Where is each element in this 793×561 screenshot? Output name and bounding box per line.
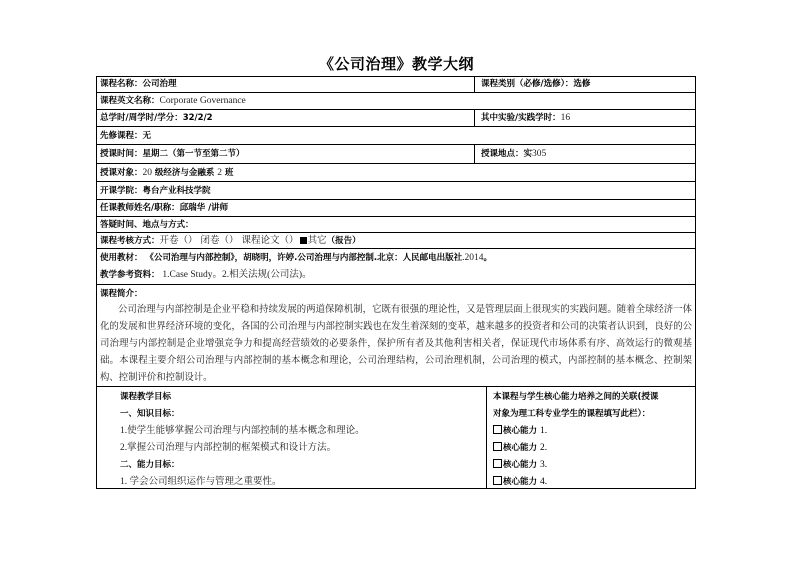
knowledge-goal-item: 1.使学生能够掌握公司治理与内部控制的基本概念和理论。 [120,426,365,436]
ability-goals-header: 二、能力目标： [120,460,180,470]
assessment-option-paper: 课程论文（） [241,235,299,246]
core-ability-label: 核心能力 [503,443,538,453]
course-intro [96,285,696,387]
hours-value: 32/2/2 [182,113,213,123]
knowledge-goals-header: 一、知识目标： [120,409,180,419]
textbook-line [100,250,492,267]
row-hours [96,110,696,127]
course-name-cell [96,76,475,92]
core-ability-item [493,457,696,474]
core-ability-item [493,440,696,457]
row-office-hours [96,217,696,233]
teacher-label: 任课教师姓名/职称： [100,203,180,213]
core-abilities [487,387,696,489]
college-label: 开课学院： [100,185,143,196]
prerequisite-cell [96,127,696,144]
english-name-cell [96,93,696,109]
class-location-building: 实 [523,149,533,159]
teaching-goals [96,387,487,489]
lab-hours-label: 其中实验/实践学时： [481,113,561,123]
teaching-goals-header: 课程教学目标 [120,392,172,402]
class-time-label: 授课时间： [100,149,143,159]
row-textbook [96,249,696,285]
lab-hours-value: 16 [560,113,571,123]
english-name-value: Corporate Governance [159,96,246,106]
assessment-option-other-detail: （报告） [326,235,361,246]
course-name-label: 课程名称： [100,79,143,89]
core-ability-num: 3. [539,460,548,470]
core-ability-num: 4. [539,477,548,487]
class-time-value: 星期二（第一节至第二节） [142,149,245,159]
core-ability-num: 2. [539,443,548,453]
row-class-time [96,145,696,164]
row-course-name [96,76,696,93]
core-abilities-header-1: 本课程与学生核心能力培养之间的关联(授课 [493,392,659,402]
english-name-label: 课程英文名称： [100,96,160,106]
office-hours-label: 答疑时间、地点与方式： [100,219,194,230]
prerequisite-value: 无 [142,130,152,141]
references-label: 教学参考资料： [100,269,160,280]
teacher-cell [96,200,696,216]
core-ability-label: 核心能力 [503,460,538,470]
checkbox-icon[interactable] [493,425,502,434]
checkbox-icon[interactable] [493,442,502,451]
course-type-cell [475,76,696,92]
core-ability-label: 核心能力 [503,426,538,436]
class-location-cell [475,145,696,163]
core-ability-num: 1. [539,426,548,436]
row-college [96,182,696,200]
row-prerequisite [96,127,696,145]
audience-class-num: 2 [217,167,223,178]
checkbox-icon[interactable] [493,476,502,485]
class-time-cell [96,145,475,163]
page-title: 《公司治理》教学大纲 [318,55,474,73]
row-audience [96,164,696,182]
textbook-cell [96,249,696,284]
ability-goal-item: 1. 学会公司组织运作与管理之重要性。 [120,477,282,487]
knowledge-goal-item: 2.掌握公司治理与内部控制的框架模式和设计方法。 [120,443,337,453]
course-type-value: 选修 [573,79,591,89]
assessment-label: 课程考核方式： [100,235,160,246]
prerequisite-label: 先修课程： [100,130,143,141]
audience-major: 级经济与金融系 [154,167,215,178]
row-teacher [96,200,696,217]
course-type-label: 课程类别（必修/选修）： [481,79,574,89]
references-line [100,267,311,284]
row-assessment [96,233,696,249]
checked-box-icon [300,237,307,244]
core-abilities-header-2: 对象为理工科专业学生的课程填写此栏）： [493,409,651,419]
assessment-option-open-book: 开卷（） [159,235,198,246]
course-intro-text: 公司治理与内部控制是企业平稳和持续发展的两道保障机制，它既有很强的理论性，又是管理层面上很现实的实践问题。随着全球经济一体化的发展和世界经济环境的变化，各国的公司治理与内部控制实践也在发生着深刻的变革，越来越多的投资者和公司的决策者认识到，良好的公司治理与内部控制是企业增强竞争力和提高经营绩效的必要条件，保护所有者及其他利害相关者，保证现代市场体系有序、高效运行的微观基础。本课程主要介绍公司治理与内部控制的基本概念和理论，公司治理结构，公司治理机制，公司治理的模式，内部控制的基本概念、控制架构、控制评价和控制设计。 [100,305,692,383]
row-english-name [96,93,696,110]
audience-class: 班 [224,167,234,178]
core-ability-item [493,423,696,440]
college-cell [96,182,696,199]
course-name-value: 公司治理 [142,79,177,89]
core-ability-item [493,474,696,491]
assessment-cell [96,233,696,248]
class-location-room: 305 [532,149,547,159]
class-location-label: 授课地点： [481,149,524,159]
audience-label: 授课对象： [100,167,143,178]
goals-section [96,387,696,489]
office-hours-cell [96,217,696,232]
audience-year: 20 [142,167,153,178]
college-value: 粤台产业科技学院 [142,185,211,196]
hours-label: 总学时/周学时/学分： [100,113,183,123]
textbook-year: .2014 [462,252,484,263]
textbook-label: 使用教材： [100,252,143,263]
assessment-option-closed-book: 闭卷（） [200,235,239,246]
textbook-end: 。 [483,252,492,263]
references-value: 1.Case Study。2.相关法规(公司法)。 [162,269,312,280]
core-ability-label: 核心能力 [503,477,538,487]
hours-cell [96,110,475,126]
course-intro-label: 课程简介： [100,289,143,299]
checkbox-icon[interactable] [493,459,502,468]
audience-cell [96,164,696,181]
teacher-value: 邱瑞华 /讲师 [179,203,229,213]
textbook-value: 《公司治理与内部控制》，胡晓明，许婷.公司治理与内部控制.北京：人民邮电出版社 [145,252,463,263]
lab-hours-cell [475,110,696,126]
assessment-option-other: 其它 [307,235,327,246]
